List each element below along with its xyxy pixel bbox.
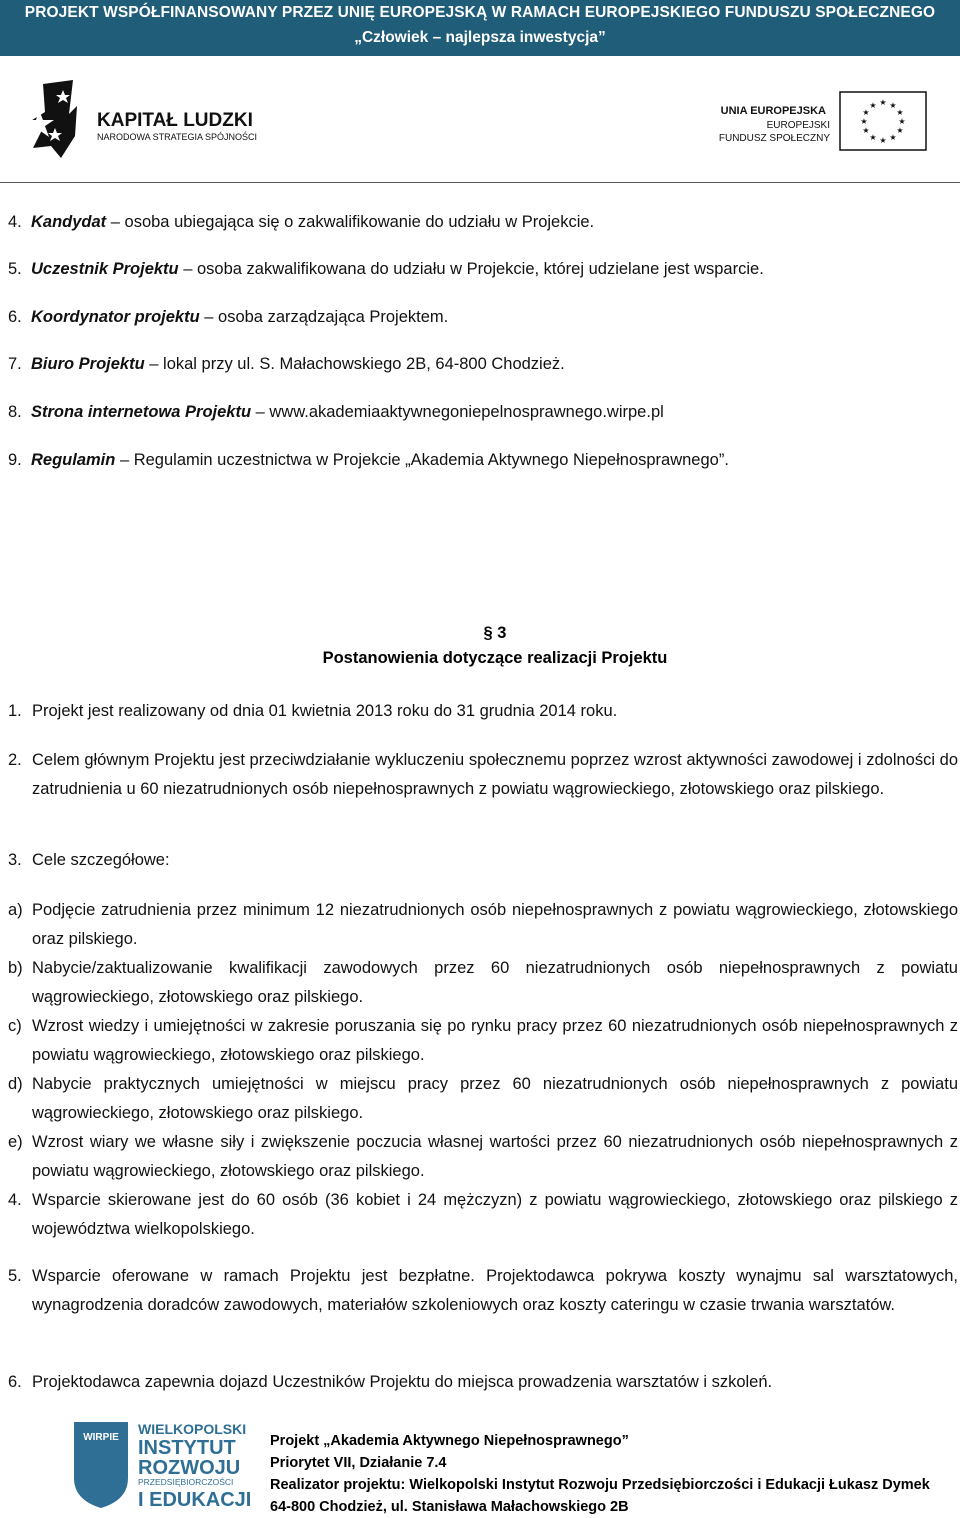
section-mark: § 3 — [483, 624, 507, 642]
wirpie-line1: WIELKOPOLSKI — [138, 1421, 247, 1437]
paragraph-item: 2. Celem głównym Projektu jest przeciwdziałanie wykluczeniu społecznemu poprzez wzrost aktywności zawodowej i zdolności do zatrudnienia u 60 niezatrudnionych osób niepełnosprawnych z powiatu wągrowieckiego, złotowskiego oraz pilskiego. — [8, 751, 958, 798]
paragraph-item: 4. Wsparcie skierowane jest do 60 osób (36 kobiet i 24 mężczyzn) z powiatu wągrowieckiego, złotowskiego oraz pilskiego z województwa wielkopolskiego. — [8, 1191, 958, 1238]
definition-term: Biuro Projektu — [31, 355, 145, 373]
footer-project: Projekt „Akademia Aktywnego Niepełnosprawnego” — [270, 1433, 629, 1449]
kapital-ludzki-logo — [25, 76, 305, 166]
definition-item: 6. Koordynator projektu – osoba zarządzająca Projektem. — [8, 308, 449, 326]
definition-term: Kandydat — [31, 213, 107, 231]
svg-text:★: ★ — [862, 126, 870, 135]
header-band — [0, 0, 960, 56]
svg-text:★: ★ — [879, 136, 887, 145]
eu-logo-line1: UNIA EUROPEJSKA — [720, 105, 826, 117]
footer-priority: Priorytet VII, Działanie 7.4 — [270, 1455, 447, 1471]
svg-text:★: ★ — [869, 101, 877, 110]
header-title: PROJEKT WSPÓŁFINANSOWANY PRZEZ UNIĘ EUROPEJSKĄ W RAMACH EUROPEJSKIEGO FUNDUSZU SPOŁECZNEGO — [24, 4, 936, 21]
wirpie-logo — [70, 1418, 260, 1510]
kapital-ludzki-subtitle: NARODOWA STRATEGIA SPÓJNOŚCI — [97, 132, 258, 142]
svg-text:★: ★ — [898, 117, 906, 126]
eu-flag-icon — [840, 92, 926, 150]
definition-term: Koordynator projektu — [31, 308, 200, 326]
wirpie-line2: INSTYTUT — [138, 1437, 236, 1459]
paragraph-item: b) Nabycie/zaktualizowanie kwalifikacji zawodowych przez 60 niezatrudnionych osób niepełnosprawnych z powiatu wągrowieckiego, złotowskiego oraz pilskiego. — [8, 959, 958, 1006]
svg-text:★: ★ — [889, 133, 897, 142]
svg-text:★: ★ — [862, 108, 870, 117]
footer-address: 64-800 Chodzież, ul. Stanisława Małachowskiego 2B — [270, 1499, 629, 1515]
eu-logo-line3: FUNDUSZ SPOŁECZNY — [718, 133, 830, 144]
paragraph-item: d) Nabycie praktycznych umiejętności w miejscu pracy przez 60 niezatrudnionych osób niepełnosprawnych z powiatu wągrowieckiego, złotowskiego oraz pilskiego. — [8, 1075, 958, 1122]
section-title: Postanowienia dotyczące realizacji Projektu — [322, 649, 668, 667]
kapital-ludzki-title: KAPITAŁ LUDZKI — [97, 110, 253, 131]
kapital-ludzki-emblem-icon — [25, 80, 77, 158]
paragraph-item: a) Podjęcie zatrudnienia przez minimum 12 niezatrudnionych osób niepełnosprawnych z powiatu wągrowieckiego, złotowskiego oraz pilskiego. — [8, 901, 958, 948]
definition-item: 7. Biuro Projektu – lokal przy ul. S. Małachowskiego 2B, 64-800 Chodzież. — [8, 355, 565, 373]
wirpie-line5: I EDUKACJI — [138, 1489, 252, 1510]
footer-info — [270, 1430, 930, 1518]
svg-text:★: ★ — [896, 108, 904, 117]
footer-realizer: Realizator projektu: Wielkopolski Instytut Rozwoju Przedsiębiorczości i Edukacji Łukasz Dymek — [270, 1477, 930, 1493]
paragraph-item: 5. Wsparcie oferowane w ramach Projektu jest bezpłatne. Projektodawca pokrywa koszty wynajmu sal warsztatowych, wynagrodzenia doradców zawodowych, materiałów szkoleniowych oraz koszty cateringu w czasie trwania warsztatów. — [8, 1267, 958, 1314]
svg-text:★: ★ — [860, 117, 868, 126]
paragraph-item: e) Wzrost wiary we własne siły i zwiększenie poczucia własnej wartości przez 60 niezatrudnionych osób niepełnosprawnych z powiatu wągrowieckiego, złotowskiego oraz pilskiego. — [8, 1133, 958, 1180]
svg-text:★: ★ — [889, 101, 897, 110]
wirpie-shield-icon — [74, 1422, 128, 1508]
header-divider — [0, 182, 960, 183]
wirpie-line4: PRZEDSIĘBIORCZOŚCI — [138, 1477, 234, 1487]
definition-item: 4. Kandydat – osoba ubiegająca się o zakwalifikowanie do udziału w Projekcie. — [8, 213, 595, 231]
paragraph-item: 3. Cele szczegółowe: — [8, 851, 170, 869]
wirpie-badge-label: WIRPIE — [83, 1432, 119, 1443]
definition-term: Strona internetowa Projektu — [31, 403, 252, 421]
definition-item: 8. Strona internetowa Projektu – www.akademiaaktywnegoniepelnosprawnego.wirpe.pl — [8, 403, 664, 421]
eu-logo — [710, 88, 940, 158]
svg-text:★: ★ — [879, 98, 887, 107]
definition-item: 9. Regulamin – Regulamin uczestnictwa w Projekcie „Akademia Aktywnego Niepełnosprawnego”. — [8, 451, 729, 469]
definition-item: 5. Uczestnik Projektu – osoba zakwalifikowana do udziału w Projekcie, której udzielane jest wsparcie. — [8, 260, 764, 278]
paragraph-item: c) Wzrost wiedzy i umiejętności w zakresie poruszania się po rynku pracy przez 60 niezatrudnionych osób niepełnosprawnych z powiatu wągrowieckiego, złotowskiego oraz pilskiego. — [8, 1017, 958, 1064]
header-slogan: „Człowiek – najlepsza inwestycja” — [354, 29, 606, 46]
wirpie-line3: ROZWOJU — [138, 1457, 241, 1479]
svg-text:★: ★ — [869, 133, 877, 142]
definition-term: Regulamin — [31, 451, 116, 469]
paragraph-item: 1. Projekt jest realizowany od dnia 01 kwietnia 2013 roku do 31 grudnia 2014 roku. — [8, 702, 618, 720]
svg-text:★: ★ — [896, 126, 904, 135]
definition-term: Uczestnik Projektu — [31, 260, 179, 278]
eu-logo-line2: EUROPEJSKI — [766, 120, 830, 131]
paragraph-item: 6. Projektodawca zapewnia dojazd Uczestników Projektu do miejsca prowadzenia warsztatów i szkoleń. — [8, 1373, 773, 1391]
